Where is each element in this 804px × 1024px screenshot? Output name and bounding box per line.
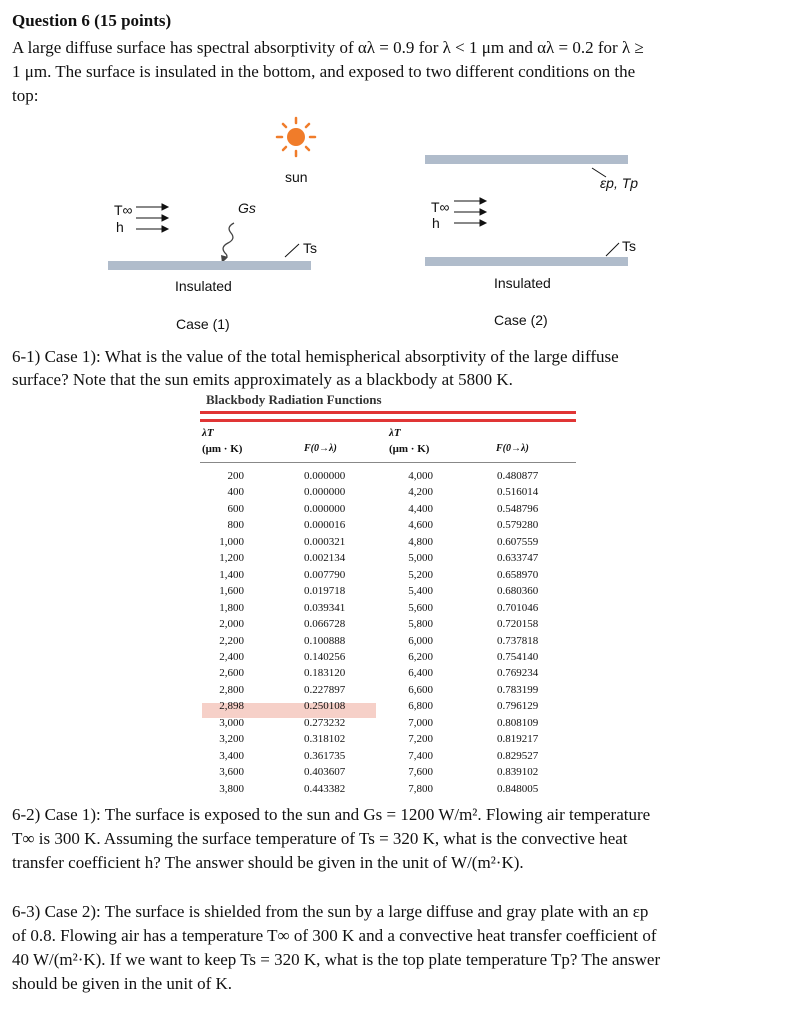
part1-line-1: 6-1) Case 1): What is the value of the total hemispherical absorptivity of the large diffuse (12, 347, 619, 366)
case1-insulated-label: Insulated (175, 278, 232, 294)
incident-radiation-arrow (221, 223, 234, 263)
table-cell-f: 0.039341 (304, 601, 346, 614)
table-cell-lambda-t: 6,800 (408, 700, 433, 713)
table-cell-lambda-t: 7,200 (408, 733, 433, 746)
table-cell-lambda-t: 600 (227, 502, 244, 515)
table-cell-f: 0.607559 (497, 535, 539, 548)
table-cell-f: 0.848005 (497, 782, 539, 795)
case2-top-plate (425, 155, 628, 164)
table-cell-f: 0.701046 (497, 601, 539, 614)
table-cell-lambda-t: 4,600 (408, 519, 433, 532)
table-col-lambda-t-left (200, 468, 244, 797)
table-cell-lambda-t: 5,400 (408, 585, 433, 598)
table-cell-lambda-t: 2,000 (219, 618, 244, 631)
table-col-f-left (304, 468, 345, 797)
table-cell-f: 0.318102 (304, 733, 346, 746)
table-cell-f: 0.633747 (497, 552, 539, 565)
table-cell-f: 0.829527 (497, 749, 539, 762)
table-cell-f: 0.579280 (497, 519, 539, 532)
case1-t-inf-label: T∞ (114, 202, 133, 218)
table-cell-f: 0.002134 (304, 552, 346, 565)
table-cell-lambda-t: 1,600 (219, 585, 244, 598)
table-cell-lambda-t: 800 (227, 519, 244, 532)
sun-icon (277, 118, 315, 156)
table-cell-f: 0.443382 (304, 782, 346, 795)
table-cell-f: 0.250108 (304, 700, 346, 713)
table-col-lambda-t-right (389, 468, 433, 797)
case1-airflow-arrows (136, 204, 168, 232)
table-cell-f: 0.769234 (497, 667, 539, 680)
case2-caption: Case (2) (494, 312, 548, 328)
case2-insulated-label: Insulated (494, 275, 551, 291)
question-intro-line-1: A large diffuse surface has spectral absorptivity of αλ = 0.9 for λ < 1 μm and αλ = 0.2 for λ ≥ (12, 38, 644, 57)
table-cell-lambda-t: 5,000 (408, 552, 433, 565)
table-cell-lambda-t: 400 (227, 486, 244, 499)
table-cell-f: 0.000000 (304, 486, 346, 499)
case2-plate-label: εp, Tp (600, 175, 639, 191)
table-title: Blackbody Radiation Functions (206, 392, 382, 407)
case1-caption: Case (1) (176, 316, 230, 332)
table-cell-lambda-t: 5,800 (408, 618, 433, 631)
header-col3-symbol: λT (389, 427, 401, 439)
table-cell-lambda-t: 2,600 (219, 667, 244, 680)
table-cell-f: 0.516014 (497, 486, 539, 499)
case1-h-label: h (116, 219, 124, 235)
table-cell-f: 0.007790 (304, 568, 346, 581)
table-cell-f: 0.100888 (304, 634, 346, 647)
table-cell-lambda-t: 6,200 (408, 650, 433, 663)
part3-line-2: of 0.8. Flowing air has a temperature T∞ of 300 K and a convective heat transfer coefficient of (12, 926, 657, 945)
table-cell-f: 0.796129 (497, 700, 539, 713)
question-intro-line-3: top: (12, 86, 39, 105)
table-cell-lambda-t: 3,000 (219, 716, 244, 729)
table-cell-lambda-t: 3,800 (219, 782, 244, 795)
case2-surface (425, 257, 628, 266)
table-cell-f: 0.066728 (304, 618, 346, 631)
part3-line-3: 40 W/(m²·K). If we want to keep Ts = 320 K, what is the top plate temperature Tp? The answer (12, 950, 661, 969)
table-cell-f: 0.680360 (497, 585, 539, 598)
table-cell-f: 0.839102 (497, 766, 539, 779)
table-top-rule (200, 411, 576, 414)
table-cell-f: 0.720158 (497, 618, 539, 631)
table-cell-f: 0.000000 (304, 470, 346, 482)
case1-ts-leader (285, 244, 299, 257)
table-col-f-right (497, 468, 538, 797)
case2-ts-label: Ts (622, 238, 636, 254)
table-cell-f: 0.480877 (497, 470, 539, 482)
part2-line-3: transfer coefficient h? The answer should be given in the unit of W/(m²·K). (12, 853, 524, 872)
sun-label: sun (285, 169, 308, 185)
table-cell-f: 0.403607 (304, 766, 346, 779)
table-cell-f: 0.140256 (304, 650, 346, 663)
header-col1-symbol: λT (202, 427, 214, 439)
table-cell-f: 0.737818 (497, 634, 539, 647)
header-col1-unit: (μm · K) (202, 443, 243, 455)
table-cell-f: 0.548796 (497, 502, 539, 515)
table-cell-f: 0.000321 (304, 535, 346, 548)
header-col4: F(0→λ) (496, 443, 529, 454)
table-cell-lambda-t: 200 (227, 470, 244, 482)
header-col3-unit: (μm · K) (389, 443, 430, 455)
table-cell-f: 0.361735 (304, 749, 346, 762)
table-top-rule-2 (200, 419, 576, 422)
table-cell-lambda-t: 7,800 (408, 782, 433, 795)
table-cell-f: 0.019718 (304, 585, 346, 598)
header-col2: F(0→λ) (304, 443, 337, 454)
table-cell-f: 0.000016 (304, 519, 346, 532)
case1-ts-label: Ts (303, 240, 317, 256)
table-cell-lambda-t: 5,200 (408, 568, 433, 581)
part3-line-4: should be given in the unit of K. (12, 974, 233, 993)
table-cell-lambda-t: 3,400 (219, 749, 244, 762)
part1-line-2: surface? Note that the sun emits approximately as a blackbody at 5800 K. (12, 370, 513, 389)
question-intro-line-2: 1 μm. The surface is insulated in the bottom, and exposed to two different conditions on the (12, 62, 636, 81)
table-cell-f: 0.273232 (304, 716, 346, 729)
table-header-rule (200, 462, 576, 463)
case1-surface (108, 261, 311, 270)
table-cell-f: 0.183120 (304, 667, 346, 680)
table-cell-f: 0.754140 (497, 650, 539, 663)
table-cell-lambda-t: 3,600 (219, 766, 244, 779)
table-cell-f: 0.000000 (304, 502, 346, 515)
table-cell-f: 0.658970 (497, 568, 539, 581)
table-cell-lambda-t: 5,600 (408, 601, 433, 614)
question-title: Question 6 (15 points) (12, 11, 172, 30)
table-cell-lambda-t: 4,800 (408, 535, 433, 548)
table-cell-lambda-t: 7,000 (408, 716, 433, 729)
table-cell-lambda-t: 6,000 (408, 634, 433, 647)
case2-ts-leader (606, 243, 619, 256)
table-cell-lambda-t: 2,800 (219, 683, 244, 696)
table-cell-lambda-t: 2,898 (219, 700, 244, 713)
table-cell-lambda-t: 7,600 (408, 766, 433, 779)
table-cell-f: 0.808109 (497, 716, 539, 729)
case2-airflow-arrows (454, 198, 486, 226)
table-cell-f: 0.819217 (497, 733, 539, 746)
table-cell-f: 0.227897 (304, 683, 346, 696)
table-cell-lambda-t: 2,400 (219, 650, 244, 663)
table-cell-lambda-t: 1,400 (219, 568, 244, 581)
part2-line-1: 6-2) Case 1): The surface is exposed to the sun and Gs = 1200 W/m². Flowing air temperature (12, 805, 651, 824)
table-cell-lambda-t: 4,400 (408, 502, 433, 515)
table-cell-lambda-t: 1,000 (219, 535, 244, 548)
case2-t-inf-label: T∞ (431, 199, 450, 215)
part3-line-1: 6-3) Case 2): The surface is shielded from the sun by a large diffuse and gray plate with an εp (12, 902, 649, 921)
table-cell-lambda-t: 4,000 (408, 470, 433, 482)
part2-line-2: T∞ is 300 K. Assuming the surface temperature of Ts = 320 K, what is the convective heat (12, 829, 628, 848)
table-cell-lambda-t: 6,400 (408, 667, 433, 680)
table-cell-lambda-t: 4,200 (408, 486, 433, 499)
case1-gs-label: Gs (238, 200, 256, 216)
case2-h-label: h (432, 215, 440, 231)
table-cell-lambda-t: 1,200 (219, 552, 244, 565)
table-cell-lambda-t: 3,200 (219, 733, 244, 746)
table-cell-lambda-t: 1,800 (219, 601, 244, 614)
table-cell-lambda-t: 2,200 (219, 634, 244, 647)
table-cell-lambda-t: 6,600 (408, 683, 433, 696)
table-cell-f: 0.783199 (497, 683, 539, 696)
table-cell-lambda-t: 7,400 (408, 749, 433, 762)
